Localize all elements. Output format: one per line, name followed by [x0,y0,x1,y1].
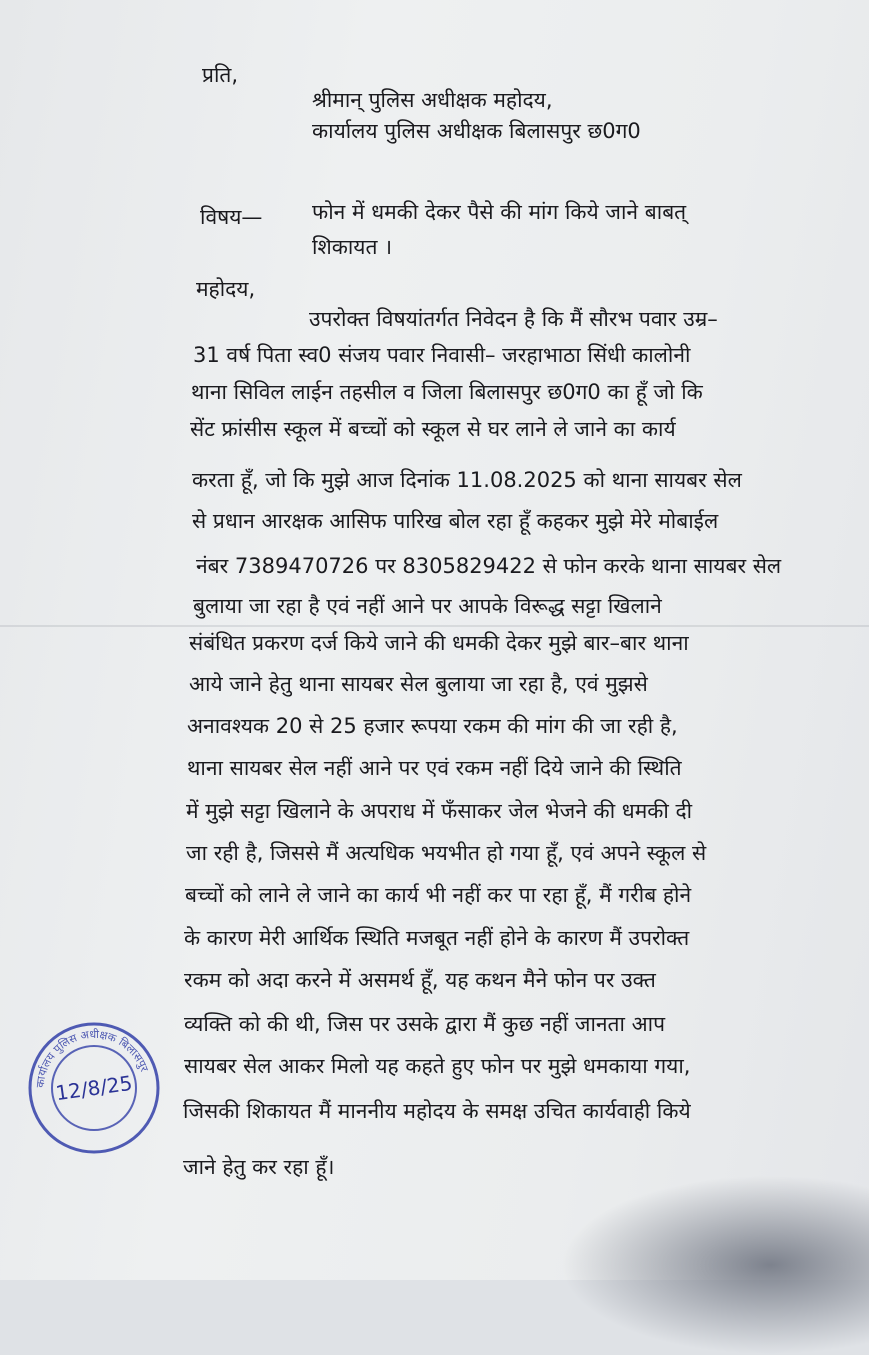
body-line: रकम को अदा करने में असमर्थ हूँ, यह कथन मैने फोन पर उक्त [184,968,656,992]
stamp-date: 12/8/25 [54,1070,134,1106]
subject-line-2: शिकायत । [312,235,393,259]
subject-line-1: फोन में धमकी देकर पैसे की मांग किये जाने बाबत् [312,200,687,224]
body-line: नंबर 7389470726 पर 8305829422 से फोन करके थाना सायबर सेल [196,554,782,578]
body-line: अनावश्यक 20 से 25 हजार रूपया रकम की मांग की जा रही है, [187,714,678,738]
body-line: बच्चों को लाने ले जाने का कार्य भी नहीं कर पा रहा हूँ, मैं गरीब होने [185,883,692,907]
recipient-office: कार्यालय पुलिस अधीक्षक बिलासपुर छ0ग0 [312,119,641,143]
body-line: जाने हेतु कर रहा हूँ। [183,1155,335,1179]
body-line: थाना सायबर सेल नहीं आने पर एवं रकम नहीं दिये जाने की स्थिति [187,756,682,780]
subject-label: विषय— [200,205,263,229]
body-line: व्यक्ति को की थी, जिस पर उसके द्वारा मैं कुछ नहीं जानता आप [184,1012,666,1036]
body-line: के कारण मेरी आर्थिक स्थिति मजबूत नहीं होने के कारण मैं उपरोक्त [184,926,690,950]
recipient-prefix: प्रति, [202,63,239,87]
body-line: बुलाया जा रहा है एवं नहीं आने पर आपके विरूद्ध सट्टा खिलाने [193,594,662,618]
recipient-title: श्रीमान् पुलिस अधीक्षक महोदय, [312,88,553,112]
office-stamp [26,1020,162,1156]
body-line: सेंट फ्रांसीस स्कूल में बच्चों को स्कूल से घर लाने ले जाने का कार्य [190,417,676,441]
body-line: थाना सिविल लाईन तहसील व जिला बिलासपुर छ0ग0 का हूँ जो कि [191,380,703,404]
body-line: उपरोक्त विषयांतर्गत निवेदन है कि मैं सौरभ पवार उम्र– [309,307,718,331]
body-line: करता हूँ, जो कि मुझे आज दिनांक 11.08.2025 को थाना सायबर सेल [192,468,742,492]
stamp-ring-text: कार्यालय पुलिस अधीक्षक बिलासपुर [33,1027,151,1089]
body-line: जिसकी शिकायत मैं माननीय महोदय के समक्ष उचित कार्यवाही किये [183,1099,691,1123]
salutation: महोदय, [196,277,256,301]
shadow-corner [560,1175,869,1355]
body-line: जा रही है, जिससे मैं अत्यधिक भयभीत हो गया हूँ, एवं अपने स्कूल से [186,841,707,865]
body-line: 31 वर्ष पिता स्व0 संजय पवार निवासी– जरहाभाठा सिंधी कालोनी [193,343,691,367]
body-line: में मुझे सट्टा खिलाने के अपराध में फँसाकर जेल भेजने की धमकी दी [186,799,693,823]
body-line: आये जाने हेतु थाना सायबर सेल बुलाया जा रहा है, एवं मुझसे [189,672,648,696]
body-line: सायबर सेल आकर मिलो यह कहते हुए फोन पर मुझे धमकाया गया, [184,1054,691,1078]
body-line: से प्रधान आरक्षक आसिफ पारिख बोल रहा हूँ कहकर मुझे मेरे मोबाईल [192,509,719,533]
paper-fold [0,625,869,627]
body-line: संबंधित प्रकरण दर्ज किये जाने की धमकी देकर मुझे बार–बार थाना [189,631,689,655]
